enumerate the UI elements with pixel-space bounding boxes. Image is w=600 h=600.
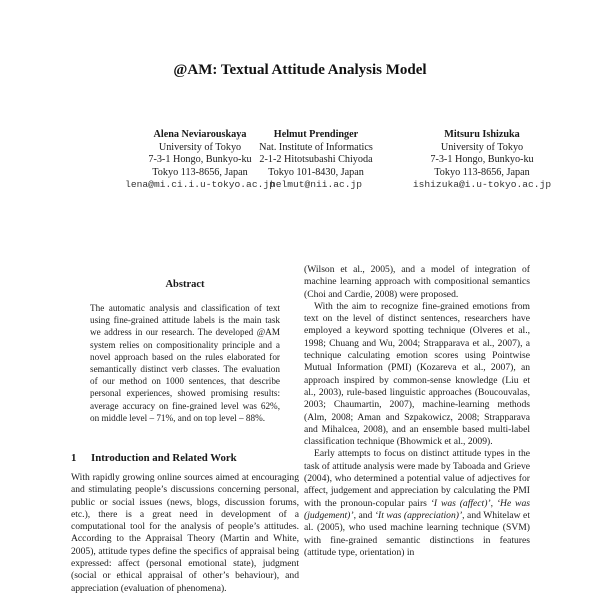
author-address: 7-3-1 Hongo, Bunkyo-ku [148,154,252,166]
text-run: , and Whitelaw et al. (2005), who used machine learning technique (SVM) with fine-grained semantic distinctions in features (attitude type, orientation) in [304,509,530,558]
author-affiliation: University of Tokyo [440,141,524,153]
paragraph: With the aim to recognize fine-grained emotions from text on the level of distinct sentences, researchers have employed a keyword spotting technique (Olveres et al., 1998; Chuang and Wu, 2004; Strapparava et al., 2007), a technique calculating emotion scores using Pointwise Mutual Information (PMI) (Kozareva et al., 2007), an approach inspired by common-sense knowledge (Liu et al., 2003), rule-based linguistic approaches (Boucouvalas, 2003; Chaumartin, 2007), machine-learning methods (Alm, 2008; Aman and Szpakowicz, 2008; Strapparava and Mihalcea, 2008), and an ensemble based multi-label classification technique (Bhowmick et al., 2009). [304,300,530,448]
author-block-3 [382,129,582,192]
author-name: Helmut Prendinger [273,129,359,140]
abstract-text: The automatic analysis and classification of text using fine-grained attitude labels is the main task we address in our research. The developed @AM system relies on compositionality principle and a novel approach based on the rules elaborated for semantically distinct verb classes. The evaluation of our method on 1000 sentences, that describe personal experiences, showed promising results: average accuracy on fine-grained level was 62%, on middle level – 71%, and on top level – 88%. [90,303,280,423]
paper-title: @AM: Textual Attitude Analysis Model [173,62,427,78]
text-run: , and [353,509,375,521]
author-name: Mitsuru Ishizuka [444,129,520,140]
author-email: helmut@nii.ac.jp [269,179,363,191]
paragraph: With rapidly growing online sources aimed at encouraging and stimulating people’s discussions concerning personal, public or social issues (news, blogs, discussion forums, etc.), there is a great need in development of a computational tool for the analysis of people’s attitudes. According to the Appraisal Theory (Martin and White, 2005), attitude types define the specifics of appraisal being expressed: affect (personal emotional state), judgment (social or ethical appraisal of other’s behaviour), and appreciation (evaluation of phenomena). [71,472,299,594]
author-affiliation: University of Tokyo [158,141,242,153]
quote: ‘It was (appreciation)’ [374,509,463,521]
paragraph [304,448,530,559]
quote: ‘He was (judgement)’ [304,497,530,521]
section-heading [71,452,301,464]
section-number: 1 [71,452,77,464]
section-title: Introduction and Related Work [91,452,237,464]
author-affiliation: Nat. Institute of Informatics [259,141,373,153]
author-email: ishizuka@i.u-tokyo.ac.jp [412,179,552,191]
author-address: Tokyo 101-8430, Japan [268,166,364,178]
abstract-body [90,302,280,424]
author-address: 7-3-1 Hongo, Bunkyo-ku [430,154,534,166]
author-address: Tokyo 113-8656, Japan [434,166,530,178]
paragraph: (Wilson et al., 2005), and a model of integration of machine learning approach with compositional semantics (Choi and Cardie, 2008) were proposed. [304,264,530,300]
author-block-2 [246,129,386,192]
text-run: , [490,497,497,509]
right-column [304,264,530,559]
author-address: 2-1-2 Hitotsubashi Chiyoda [259,154,373,166]
author-name: Alena Neviarouskaya [153,129,247,140]
author-address: Tokyo 113-8656, Japan [152,166,248,178]
quote: ‘I was (affect)’ [430,497,491,509]
abstract-heading: Abstract [165,279,205,290]
text-run: Early attempts to focus on distinct attitude types in the task of attitude analysis were made by Taboada and Grieve (2004), who determined a potential value of adjectives for affect, judgement and appreciation by calculating the PMI with the pronoun-copular pairs [304,448,530,509]
intro-body [71,472,299,595]
author-email: lena@mi.ci.i.u-tokyo.ac.jp [125,179,275,191]
